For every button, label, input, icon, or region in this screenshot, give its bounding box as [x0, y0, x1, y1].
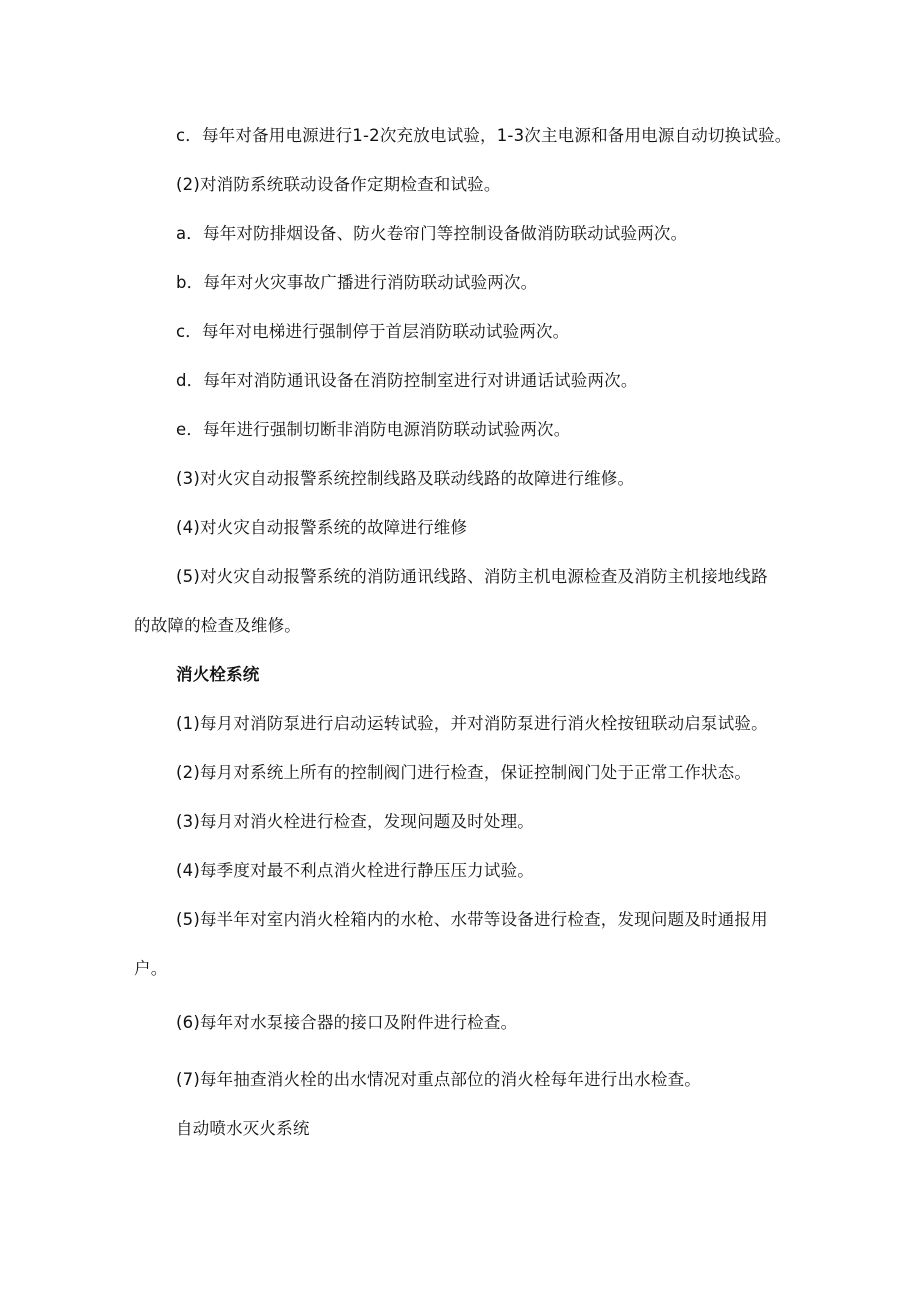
text-line-1-fire-pump: (1)每月对消防泵进行启动运转试验，并对消防泵进行消火栓按钮联动启泵试验。	[176, 714, 768, 733]
section-heading-sprinkler-system: 自动喷水灭火系统	[176, 1119, 310, 1138]
text-line-a-smoke-control: a．每年对防排烟设备、防火卷帘门等控制设备做消防联动试验两次。	[176, 224, 688, 243]
text-line-3-wiring-repair: (3)对火灾自动报警系统控制线路及联动线路的故障进行维修。	[176, 469, 635, 488]
text-line-4-pressure-test: (4)每季度对最不利点消火栓进行静压压力试验。	[176, 861, 534, 880]
text-line-e-power-cutoff: e．每年进行强制切断非消防电源消防联动试验两次。	[176, 420, 571, 439]
text-line-3-hydrant-check: (3)每月对消火栓进行检查，发现问题及时处理。	[176, 812, 534, 831]
text-line-c-elevator: c．每年对电梯进行强制停于首层消防联动试验两次。	[176, 322, 570, 341]
text-line-b-broadcast: b．每年对火灾事故广播进行消防联动试验两次。	[176, 273, 538, 292]
text-line-5-hose-continuation: 户。	[134, 959, 168, 978]
text-line-d-communication: d．每年对消防通讯设备在消防控制室进行对讲通话试验两次。	[176, 371, 638, 390]
text-line-2-control-valves: (2)每月对系统上所有的控制阀门进行检查，保证控制阀门处于正常工作状态。	[176, 763, 752, 782]
text-line-4-fault-repair: (4)对火灾自动报警系统的故障进行维修	[176, 518, 468, 537]
text-line-c-backup-power: c．每年对备用电源进行1-2次充放电试验，1-3次主电源和备用电源自动切换试验。	[176, 126, 792, 145]
text-line-5-communication-lines: (5)对火灾自动报警系统的消防通讯线路、消防主机电源检查及消防主机接地线路	[176, 567, 768, 586]
text-line-5-hose-check: (5)每半年对室内消火栓箱内的水枪、水带等设备进行检查，发现问题及时通报用	[176, 910, 768, 929]
text-line-6-pump-connector: (6)每年对水泵接合器的接口及附件进行检查。	[176, 1013, 518, 1032]
text-line-2-linkage-inspection: (2)对消防系统联动设备作定期检查和试验。	[176, 175, 501, 194]
text-line-5-continuation: 的故障的检查及维修。	[134, 616, 301, 635]
section-heading-hydrant-system: 消火栓系统	[176, 665, 260, 684]
text-line-7-water-output: (7)每年抽查消火栓的出水情况对重点部位的消火栓每年进行出水检查。	[176, 1070, 701, 1089]
